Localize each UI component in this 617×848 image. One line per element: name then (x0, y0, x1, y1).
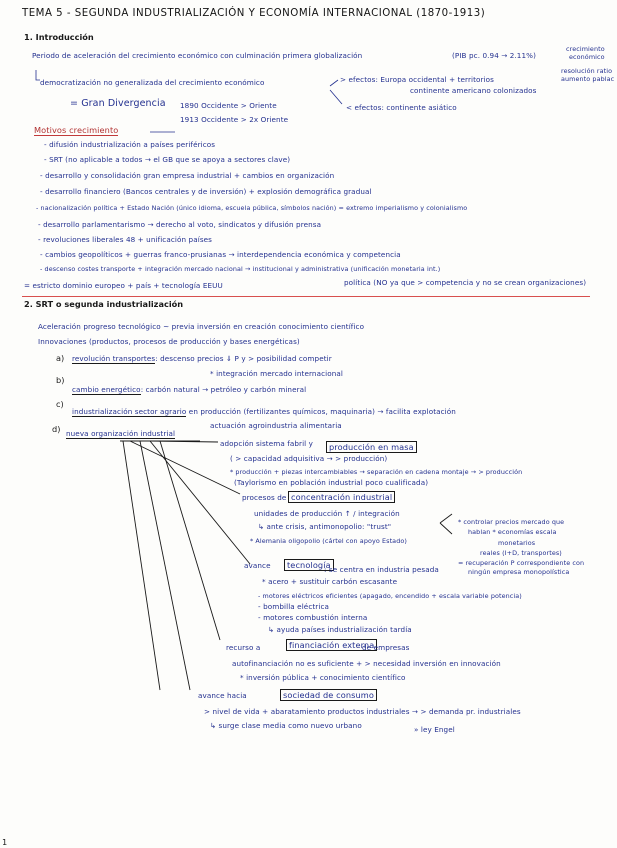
item-b: cambio energético: carbón natural → petróleo y carbón mineral (72, 385, 307, 394)
motivo-6: - desarrollo parlamentarismo → derecho al voto, sindicatos y difusión prensa (38, 220, 322, 229)
motores: - motores eléctricos eficientes (apagado, encendido + escala variable potencia) (258, 592, 522, 600)
year-1913: 1913 Occidente > 2x Oriente (180, 115, 289, 124)
innovaciones: Innovaciones (productos, procesos de producción y bases energéticas) (38, 337, 300, 346)
page-title: TEMA 5 - SEGUNDA INDUSTRIALIZACIÓN Y ECONOMÍA INTERNACIONAL (1870-1913) (22, 8, 486, 19)
financiacion-rest: de empresas (362, 643, 410, 652)
autofinanciacion: autofinanciación no es suficiente + > necesidad inversión en innovación (232, 659, 501, 668)
section-1-heading: 1. Introducción (24, 32, 94, 42)
side-note-c: resolución ratio (561, 67, 613, 75)
recuperacion-b: ningún empresa monopolística (468, 568, 570, 576)
clase-media: ↳ surge clase media como nuevo urbano (210, 721, 362, 730)
branch-neg (330, 90, 342, 104)
motivo-5: - nacionalización política + Estado Nación (único idioma, escuela pública, símbolos nación) = extremo imperialismo y colonialismo (36, 204, 468, 212)
item-a: revolución transportes: descenso precios ⇓ P y > posibilidad competir (72, 354, 332, 363)
tecnologia-rest: : se centra en industria pesada (324, 565, 439, 574)
motivo-8: - cambios geopolíticos + guerras franco-prusianas → interdependencia económica y competencia (40, 250, 401, 259)
side-note-d: aumento pablac (561, 75, 615, 83)
side-note-a: crecimiento (566, 45, 605, 53)
controlar: * controlar precios mercado que (458, 518, 565, 526)
taylorismo: (Taylorismo en población industrial poco cualificada) (234, 478, 429, 487)
bombilla: - bombilla eléctrica (258, 602, 330, 611)
combustion: - motores combustión interna (258, 613, 368, 622)
tecnologia-box: tecnología (284, 561, 334, 570)
side-note-b: económico (569, 53, 605, 61)
motivo-3: - desarrollo y consolidación gran empresa industrial + cambios en organización (40, 171, 335, 180)
motivo-10: = estricto dominio europeo + país + tecnología EEUU (24, 281, 223, 290)
intro-line: Periodo de aceleración del crecimiento económico con culminación primera globalización (32, 51, 363, 60)
efectos-positivos: > efectos: Europa occidental + territorios (340, 75, 495, 84)
arrow-democ (36, 70, 40, 80)
motivo-1: - difusión industrialización a países periféricos (44, 140, 216, 149)
hablan: hablan * economías escala (468, 528, 557, 536)
ley-engel: » ley Engel (414, 725, 455, 734)
section-2-heading: 2. SRT o segunda industrialización (24, 299, 184, 309)
nivel-vida: > nivel de vida + abaratamiento productos industriales → > demanda pr. industriales (204, 707, 521, 716)
motivos-title: Motivos crecimiento (34, 125, 119, 135)
acero: * acero + sustituir carbón escasante (262, 577, 398, 586)
item-c: industrialización sector agrario en producción (fertilizantes químicos, maquinaria) → facilita explotación (72, 407, 456, 416)
adopcion: adopción sistema fabril y (220, 439, 314, 448)
antimonopolio: ↳ ante crisis, antimonopolio: "trust" (258, 522, 392, 531)
alemania: * Alemania oligopolio (cártel con apoyo Estado) (250, 537, 407, 545)
inversion: * inversión pública + conocimiento científico (240, 673, 406, 682)
aceleracion: Aceleración progreso tecnológico ~ previa inversión en creación conocimiento científico (38, 322, 365, 331)
item-d: nueva organización industrial (66, 429, 176, 438)
motivo-9b: política (NO ya que > competencia y no se crean organizaciones) (344, 278, 587, 287)
concentracion-box: concentración industrial (288, 493, 395, 502)
procesos: procesos de (242, 493, 287, 502)
ayuda: ↳ ayuda países industrialización tardía (268, 625, 412, 634)
item-c-label: c) (56, 399, 64, 409)
recurso: recurso a (226, 643, 261, 652)
capacidad: ( > capacidad adquisitiva → > producción) (230, 454, 388, 463)
pib-note: (PIB pc. 0.94 → 2.11%) (452, 51, 536, 60)
motivo-4: - desarrollo financiero (Bancos centrales y de inversión) + explosión demográfica gradual (40, 187, 372, 196)
efectos-negativos: < efectos: continente asiático (346, 103, 457, 112)
motivo-9: - descenso costes transporte + integración mercado nacional → institucional y administrativa (unificación monetaria int.) (40, 265, 441, 273)
item-a-label: a) (56, 353, 65, 363)
avance-hacia: avance hacia (198, 691, 247, 700)
item-b-label: b) (56, 375, 65, 385)
efectos-positivos-b: continente americano colonizados (410, 86, 537, 95)
motivo-2: - SRT (no aplicable a todos → el GB que se apoya a sectores clave) (44, 155, 291, 164)
unidades: unidades de producción ↑ / integración (254, 509, 400, 518)
motivo-7: - revoluciones liberales 48 + unificación países (38, 235, 213, 244)
piezas: * producción + piezas intercambiables → separación en cadena montaje → > producción (230, 468, 523, 476)
item-c-sub: actuación agroindustria alimentaria (210, 421, 342, 430)
monetarios: monetarios (498, 539, 536, 547)
democratizacion: democratización no generalizada del crecimiento económico (40, 78, 265, 87)
avance: avance (244, 561, 271, 570)
sociedad-box: sociedad de consumo (280, 691, 377, 700)
page-number: 1 (2, 837, 8, 847)
item-a-sub: * integración mercado internacional (210, 369, 343, 378)
recuperacion: = recuperación P correspondiente con (458, 559, 585, 567)
item-d-label: d) (52, 424, 61, 434)
year-1890: 1890 Occidente > Oriente (180, 101, 277, 110)
financiacion-box: financiación externa (286, 641, 377, 650)
reales: reales (I+D, transportes) (480, 549, 562, 557)
branch-pos (330, 80, 338, 86)
gran-divergencia: = Gran Divergencia (70, 98, 166, 109)
produccion-masa-box: producción en masa (326, 443, 417, 452)
